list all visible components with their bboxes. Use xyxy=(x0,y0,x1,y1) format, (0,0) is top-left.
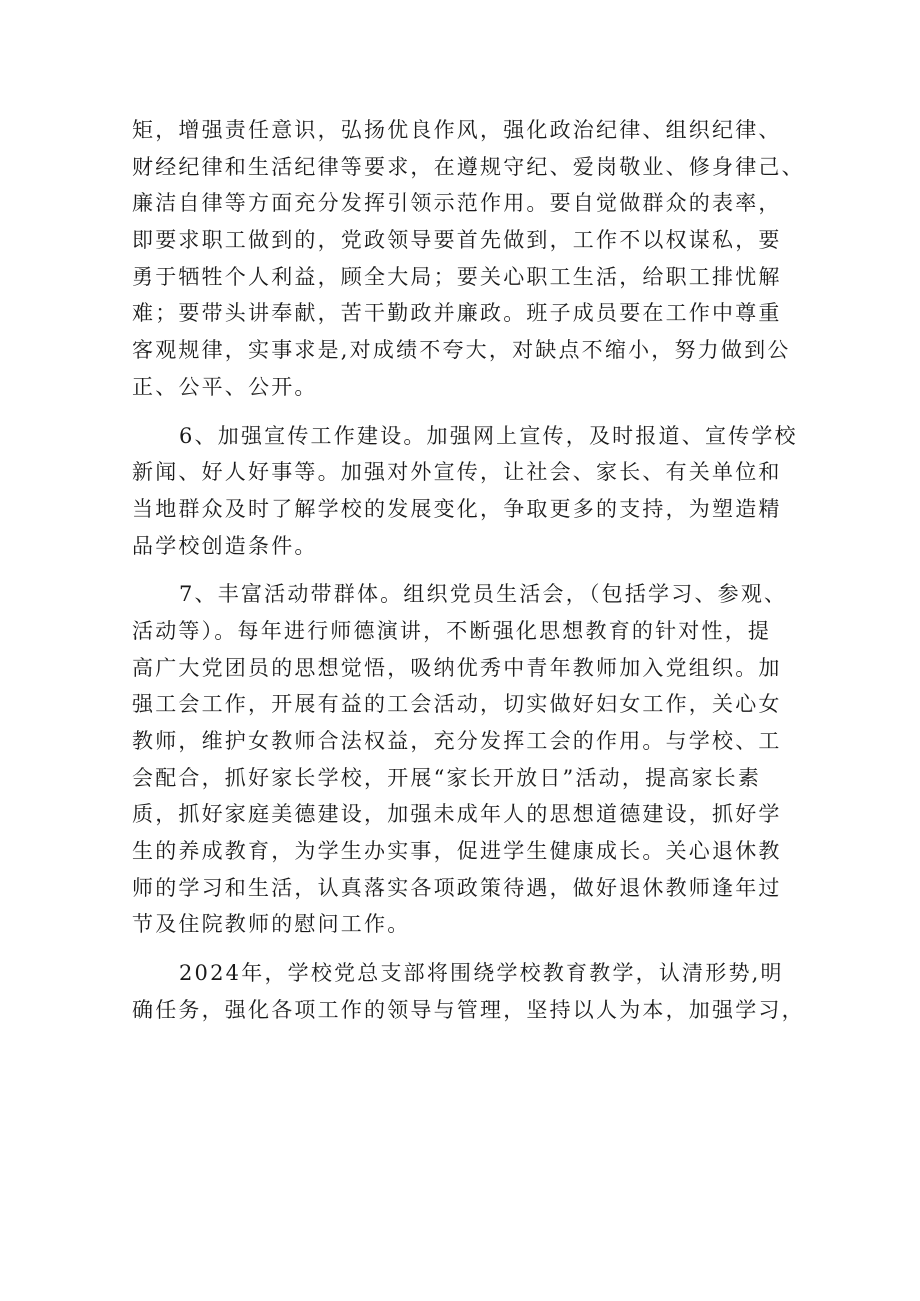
paragraph-4 xyxy=(132,955,805,1028)
paragraph-gap xyxy=(132,564,800,576)
text-line: 2024年，学校党总支部将围绕学校教育教学，认清形势,明 xyxy=(179,961,784,986)
text-line: 会配合，抓好家长学校，开展“家长开放日”活动，提高家长素 xyxy=(132,765,762,790)
text-line: 7、丰富活动带群体。组织党员生活会，（包括学习、参观、 xyxy=(179,582,788,607)
document-body xyxy=(132,112,805,1029)
paragraph-3 xyxy=(132,576,800,943)
text-line: 节及住院教师的慰问工作。 xyxy=(132,912,411,937)
paragraph-1 xyxy=(132,112,805,406)
text-line: 财经纪律和生活纪律等要求，在遵规守纪、爱岗敬业、修身律己、 xyxy=(132,154,805,179)
text-line: 矩，增强责任意识，弘扬优良作风，强化政治纪律、组织纪律、 xyxy=(132,118,782,142)
text-line: 强工会工作，开展有益的工会活动，切实做好妇女工作，关心女 xyxy=(132,692,782,717)
text-line: 教师，维护女教师合法权益，充分发挥工会的作用。与学校、工 xyxy=(132,729,782,753)
text-line: 师的学习和生活，认真落实各项政策待遇，做好退休教师逢年过 xyxy=(132,875,782,900)
text-line: 当地群众及时了解学校的发展变化，争取更多的支持，为塑造精 xyxy=(132,496,782,521)
text-line: 活动等）。每年进行师德演讲，不断强化思想教育的针对性，提 xyxy=(132,618,772,643)
text-line: 客观规律，实事求是,对成绩不夸大，对缺点不缩小，努力做到公 xyxy=(132,338,791,363)
text-line: 高广大党团员的思想觉悟，吸纳优秀中青年教师加入党组织。加 xyxy=(132,655,782,680)
paragraph-gap xyxy=(132,406,800,418)
text-line: 廉洁自律等方面充分发挥引领示范作用。要自觉做群众的表率， xyxy=(132,191,782,216)
text-line: 确任务，强化各项工作的领导与管理，坚持以人为本，加强学习， xyxy=(132,997,805,1022)
text-line: 质，抓好家庭美德建设，加强未成年人的思想道德建设，抓好学 xyxy=(132,802,782,827)
paragraph-gap xyxy=(132,943,800,955)
text-line: 勇于牺牲个人利益，顾全大局；要关心职工生活，给职工排忧解 xyxy=(132,264,782,289)
text-line: 生的养成教育，为学生办实事，促进学生健康成长。关心退休教 xyxy=(132,839,782,864)
paragraph-2 xyxy=(132,418,800,565)
text-line: 品学校创造条件。 xyxy=(132,533,318,558)
text-line: 难；要带头讲奉献，苦干勤政并廉政。班子成员要在工作中尊重 xyxy=(132,301,782,326)
text-line: 新闻、好人好事等。加强对外宣传，让社会、家长、有关单位和 xyxy=(132,460,782,485)
text-line: 正、公平、公开。 xyxy=(132,374,318,399)
text-line: 6、加强宣传工作建设。加强网上宣传，及时报道、宣传学校 xyxy=(179,423,798,448)
text-line: 即要求职工做到的，党政领导要首先做到，工作不以权谋私，要 xyxy=(132,228,782,253)
